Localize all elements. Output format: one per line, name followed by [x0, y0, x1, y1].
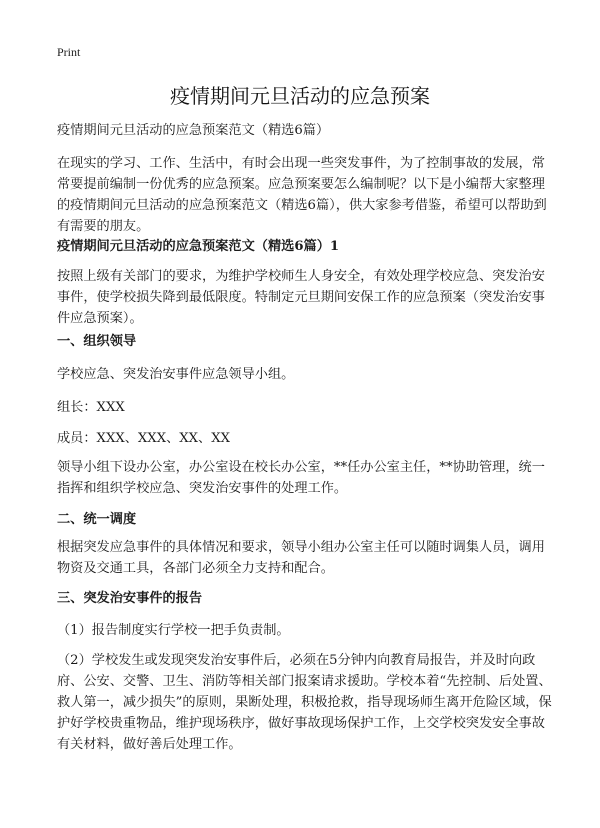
- intro-paragraph: 在现实的学习、工作、生活中，有时会出现一些突发事件，为了控制事故的发展，常常要提前编制一份优秀的应急预案。应急预案要怎么编制呢？以下是小编帮大家整理的疫情期间元旦活动的应急预案范文（精选6篇），供大家参考借鉴，希望可以帮助到有需要的朋友。: [57, 156, 547, 234]
- print-link[interactable]: Print: [57, 45, 81, 59]
- paragraph-leader: 组长：XXX: [57, 400, 125, 415]
- paragraph-members: 成员：XXX、XXX、XX、XX: [57, 431, 231, 446]
- heading-report: 三、突发治安事件的报告: [57, 591, 203, 606]
- heading-dispatch: 二、统一调度: [57, 512, 137, 527]
- section-heading: 疫情期间元旦活动的应急预案范文（精选6篇）1: [57, 239, 340, 254]
- subtitle: 疫情期间元旦活动的应急预案范文（精选6篇）: [57, 123, 330, 138]
- paragraph-5: （1）报告制度实行学校一把手负责制。: [57, 623, 290, 638]
- paragraph-6: （2）学校发生或发现突发治安事件后，必须在5分钟内向教育局报告，并及时向政府、公安、交警、卫生、消防等相关部门报案请求援助。学校本着“先控制、后处置、救人第一，减少损失”的原则，果断处理，积极抢救，指导现场师生离开危险区域，保护好学校贵重物品，维护现场秩序，做好事故现场保护工作，上交学校突发安全事故有关材料，做好善后处理工作。: [57, 653, 552, 752]
- paragraph-3: 领导小组下设办公室，办公室设在校长办公室，**任办公室主任，**协助管理，统一指挥和组织学校应急、突发治安事件的处理工作。: [57, 460, 545, 496]
- heading-organization: 一、组织领导: [57, 334, 137, 349]
- paragraph-2: 学校应急、突发治安事件应急领导小组。: [57, 367, 295, 382]
- paragraph-4: 根据突发应急事件的具体情况和要求，领导小组办公室主任可以随时调集人员，调用物资及交通工具，各部门必须全力支持和配合。: [57, 540, 545, 576]
- paragraph-1: 按照上级有关部门的要求，为维护学校师生人身安全，有效处理学校应急、突发治安事件，使学校损失降到最低限度。特制定元旦期间安保工作的应急预案（突发治安事件应急预案）。: [57, 269, 545, 326]
- page-title: 疫情期间元旦活动的应急预案: [170, 84, 430, 108]
